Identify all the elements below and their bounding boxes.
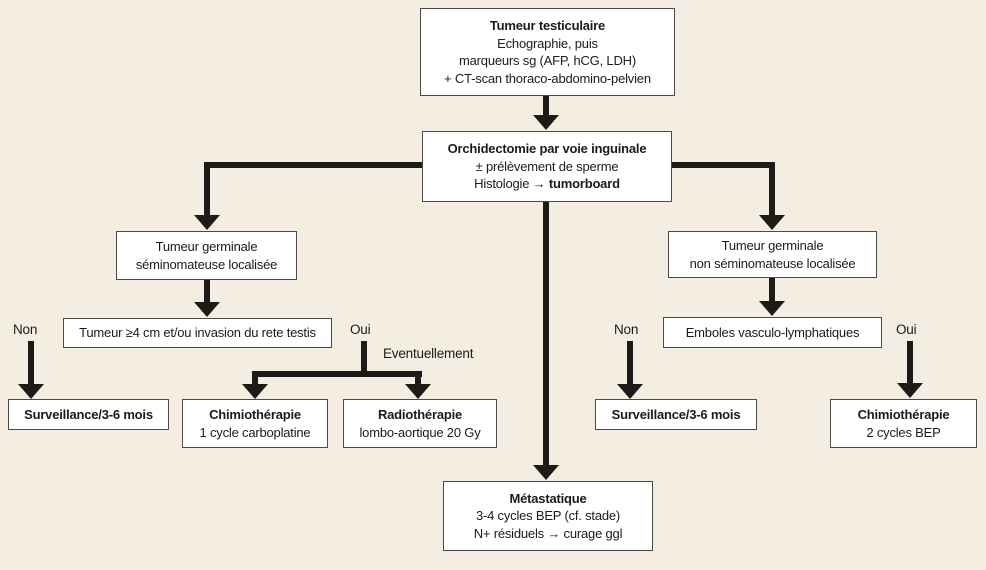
connector-to-radiotherapie xyxy=(415,371,421,385)
connector-non-right xyxy=(627,341,633,386)
connector-orchidectomie-right-vertical xyxy=(769,162,775,216)
node-line: séminomateuse localisée xyxy=(135,256,278,272)
node-title: Chimiothérapie xyxy=(857,407,950,422)
arrowhead-to-surveillance-left xyxy=(18,384,44,399)
node-title: Surveillance/3-6 mois xyxy=(611,406,741,422)
connector-seminomateuse-to-rete xyxy=(204,280,210,304)
node-title: Orchidectomie par voie inguinale xyxy=(447,141,647,157)
connector-eventuellement-horizontal xyxy=(252,371,422,377)
node-metastatique xyxy=(443,481,653,551)
connector-orchidectomie-left-horizontal xyxy=(204,162,422,168)
arrowhead-to-chimiotherapie-right xyxy=(897,383,923,398)
connector-oui-right xyxy=(907,341,913,385)
node-line: Emboles vasculo-lymphatiques xyxy=(685,324,860,340)
node-tumeur-testiculaire xyxy=(420,8,675,96)
node-chimiotherapie-bep xyxy=(830,399,977,448)
node-title: Métastatique xyxy=(509,490,587,506)
node-line: Tumeur germinale xyxy=(155,239,258,254)
node-seminomateuse xyxy=(116,231,297,280)
node-orchidectomie xyxy=(422,131,672,202)
label-non-left: Non xyxy=(13,322,38,337)
arrowhead-to-radiotherapie xyxy=(405,384,431,399)
node-surveillance-right xyxy=(595,399,757,430)
connector-orchidectomie-to-metastatique xyxy=(543,202,549,466)
tumorboard-text: tumorboard xyxy=(548,176,620,192)
node-line: + CT-scan thoraco-abdomino-pelvien xyxy=(444,70,651,86)
arrowhead-to-emboles xyxy=(759,301,785,316)
node-line: 1 cycle carboplatine xyxy=(199,424,311,440)
arrowhead-to-orchidectomie xyxy=(533,115,559,130)
arrowhead-to-metastatique xyxy=(533,465,559,480)
node-line: Echographie, puis xyxy=(497,35,598,51)
label-oui-left: Oui xyxy=(350,322,371,337)
node-title: Radiothérapie xyxy=(377,407,463,422)
node-title: Tumeur testiculaire xyxy=(489,18,606,33)
node-line: non séminomateuse localisée xyxy=(689,255,856,271)
node-line: Tumeur ≥4 cm et/ou invasion du rete testis xyxy=(79,325,316,341)
node-line: ± prélèvement de sperme xyxy=(475,158,619,174)
node-title: Chimiothérapie xyxy=(209,407,301,422)
node-line: marqueurs sg (AFP, hCG, LDH) xyxy=(459,53,636,68)
connector-orchidectomie-left-vertical xyxy=(204,162,210,216)
connector-to-chimiotherapie-left xyxy=(252,371,258,385)
node-line xyxy=(474,175,620,193)
node-line: Tumeur germinale xyxy=(721,238,824,253)
label-eventuellement: Eventuellement xyxy=(383,346,474,361)
connector-orchidectomie-right-horizontal xyxy=(672,162,775,168)
node-line: lombo-aortique 20 Gy xyxy=(359,424,481,440)
label-oui-right: Oui xyxy=(896,322,917,337)
node-rete-testis xyxy=(63,318,332,348)
label-non-right: Non xyxy=(614,322,639,337)
node-non-seminomateuse xyxy=(668,231,877,278)
arrowhead-to-seminomateuse xyxy=(194,215,220,230)
arrowhead-to-chimiotherapie-left xyxy=(242,384,268,399)
node-radiotherapie xyxy=(343,399,497,448)
node-line: 3-4 cycles BEP (cf. stade) xyxy=(475,508,621,524)
node-line: 2 cycles BEP xyxy=(866,424,941,440)
node-title: Surveillance/3-6 mois xyxy=(24,406,153,422)
arrowhead-to-rete xyxy=(194,302,220,317)
connector-top-to-orchidectomie xyxy=(543,96,549,117)
histologie-text: Histologie → xyxy=(474,176,549,192)
node-emboles xyxy=(663,317,882,348)
node-surveillance-left xyxy=(8,399,169,430)
arrowhead-to-surveillance-right xyxy=(617,384,643,399)
arrowhead-to-non-seminomateuse xyxy=(759,215,785,230)
node-line: N+ résiduels → curage ggl xyxy=(473,525,623,541)
connector-non-left xyxy=(28,341,34,386)
node-chimiotherapie-carboplatine xyxy=(182,399,328,448)
